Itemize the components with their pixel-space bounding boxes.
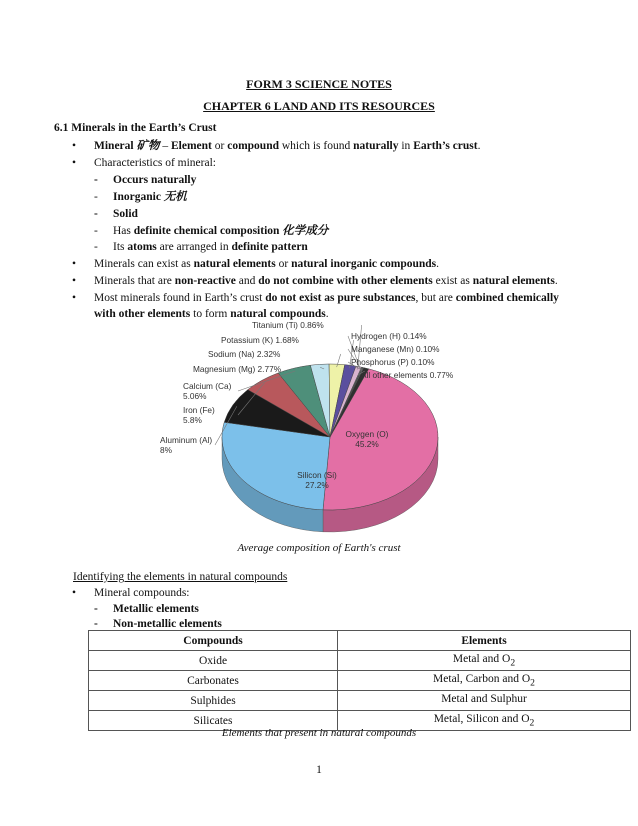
table-header-row: [89, 631, 631, 651]
pie-label-9: Hydrogen (H) 0.14%: [351, 331, 427, 341]
section-heading: 6.1 Minerals in the Earth’s Crust: [54, 122, 217, 134]
pie-value-0: 45.2%: [355, 439, 379, 449]
pie-label-6: Sodium (Na) 2.32%: [208, 349, 281, 359]
pie-label-11: Phosphorus (P) 0.10%: [351, 357, 435, 367]
bullet-mineral-definition: • Mineral 矿物 – Element or compound which is found naturally in Earth’s crust.: [94, 139, 480, 154]
header-elements: Elements: [338, 631, 631, 651]
pie-value-1: 27.2%: [305, 480, 329, 490]
compound-cell: Sulphides: [89, 691, 338, 711]
pie-label-5: Magnesium (Mg) 2.77%: [193, 364, 282, 374]
compound-cell: Silicates: [89, 711, 338, 731]
pie-label-12: All other elements 0.77%: [361, 370, 454, 380]
compounds-table: [88, 630, 631, 731]
table-row: [89, 651, 631, 671]
char-atoms: - Its atoms are arranged in definite pattern: [113, 240, 308, 255]
elements-cell: Metal, Carbon and $O_2$: [338, 671, 631, 691]
table-row: [89, 691, 631, 711]
chart-caption: Average composition of Earth's crust: [237, 542, 401, 554]
pie-label-3: Iron (Fe): [183, 405, 215, 415]
pie-label-7: Potassium (K) 1.68%: [221, 335, 299, 345]
table-row: [89, 671, 631, 691]
bullet-compounds-cont: with other elements to form natural compounds.: [94, 308, 329, 320]
chapter-title: CHAPTER 6 LAND AND ITS RESOURCES: [203, 99, 435, 113]
compound-cell: Carbonates: [89, 671, 338, 691]
bullet-characteristics: • Characteristics of mineral:: [94, 156, 216, 171]
identify-heading: Identifying the elements in natural compounds: [73, 571, 288, 583]
pie-top: [222, 364, 438, 510]
char-composition: - Has definite chemical composition 化学成分: [113, 224, 328, 239]
pie-value-4: 5.06%: [183, 391, 207, 401]
header-compounds: Compounds: [89, 631, 338, 651]
pie-value-2: 8%: [160, 445, 172, 455]
non-metallic-elements: - Non-metallic elements: [113, 617, 222, 632]
bullet-compounds: • Most minerals found in Earth’s crust do not exist as pure substances, but are combined chemically: [94, 291, 559, 306]
document-title: FORM 3 SCIENCE NOTES: [246, 77, 392, 91]
page-number: 1: [316, 764, 322, 776]
metallic-elements: - Metallic elements: [113, 602, 199, 617]
pie-label-8: Titanium (Ti) 0.86%: [252, 320, 324, 330]
bullet-non-reactive: • Minerals that are non-reactive and do not combine with other elements exist as natural elements.: [94, 274, 558, 289]
pie-value-3: 5.8%: [183, 415, 202, 425]
pie-label-2: Aluminum (Al): [160, 435, 213, 445]
bullet-mineral-compounds: • Mineral compounds:: [94, 586, 190, 601]
pie-label-0: Oxygen (O): [345, 429, 389, 439]
elements-cell: Metal and $O_2$: [338, 651, 631, 671]
char-inorganic: - Inorganic 无机: [113, 190, 187, 205]
pie-label-1: Silicon (Si): [297, 470, 337, 480]
pie-label-4: Calcium (Ca): [183, 381, 232, 391]
char-solid: - Solid: [113, 207, 138, 222]
char-occurs-naturally: - Occurs naturally: [113, 173, 196, 188]
elements-cell: Metal, Silicon and $O_2$: [338, 711, 631, 731]
table-caption: Elements that present in natural compounds: [221, 727, 417, 739]
pie-label-10: Manganese (Mn) 0.10%: [351, 344, 440, 354]
elements-cell: Metal and Sulphur: [338, 691, 631, 711]
bullet-exist-as: • Minerals can exist as natural elements or natural inorganic compounds.: [94, 257, 439, 272]
compound-cell: Oxide: [89, 651, 338, 671]
